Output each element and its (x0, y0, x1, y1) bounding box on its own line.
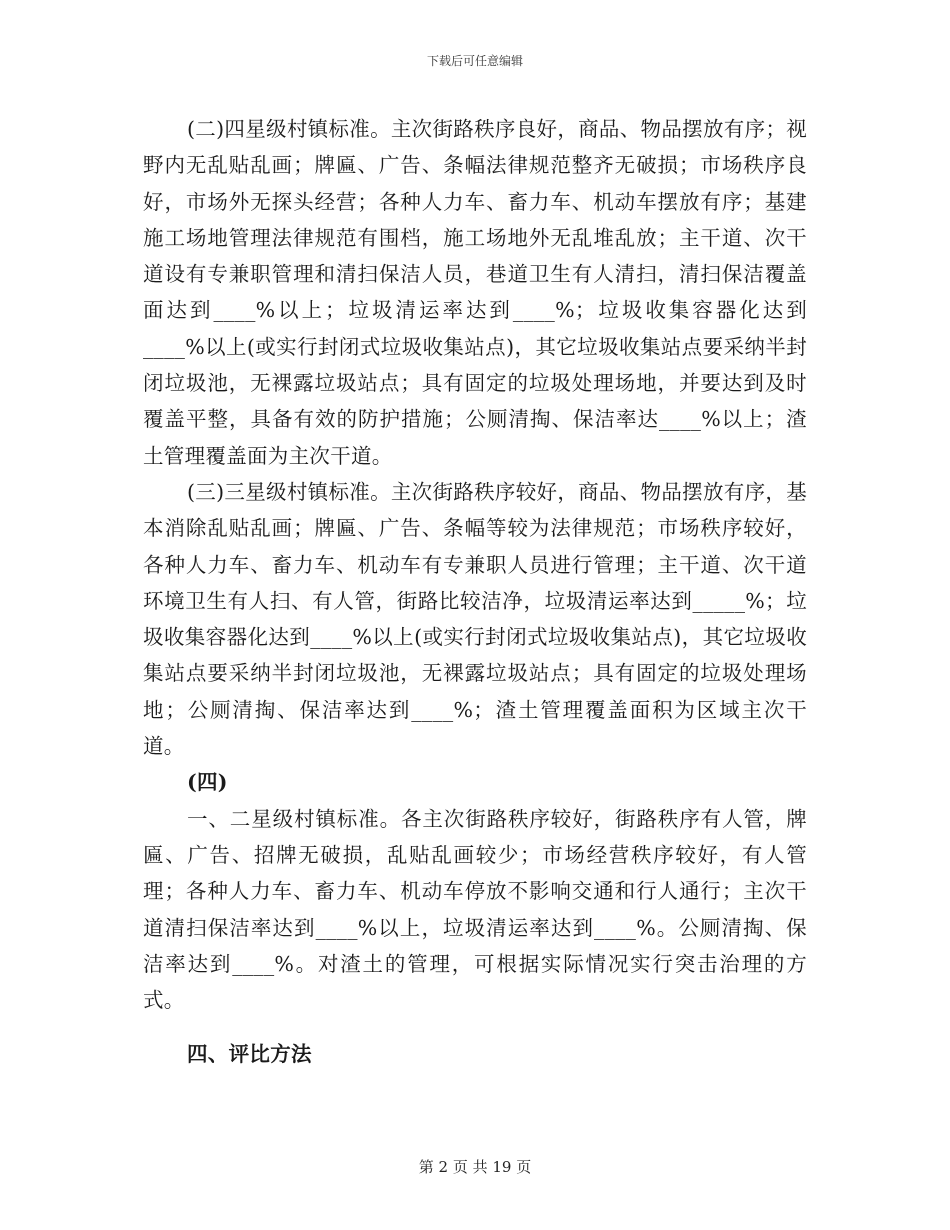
page-footer: 第 2 页 共 19 页 (418, 1158, 532, 1176)
document-body (143, 111, 807, 1093)
page-header: 下载后可任意编辑 (426, 54, 523, 68)
paragraph-one-two-star: 一、二星级村镇标准。各主次街路秩序较好，街路秩序有人管，牌匾、广告、招牌无破损，乱贴乱画较少；市场经营秩序较好，有人管理；各种人力车、畜力车、机动车停放不影响交通和行人通行；主次干道清扫保洁率达到____%以上，垃圾清运率达到____%。公厕清掏、保洁率达到____%。对渣土的管理，可根据实际情况实行突击治理的方式。 (143, 806, 807, 1013)
paragraph-four-star: (二)四星级村镇标准。主次街路秩序良好，商品、物品摆放有序；视野内无乱贴乱画；牌匾、广告、条幅法律规范整齐无破损；市场秩序良好，市场外无探头经营；各种人力车、畜力车、机动车摆放有序；基建施工场地管理法律规范有围档，施工场地外无乱堆乱放；主干道、次干道设有专兼职管理和清扫保洁人员，巷道卫生有人清扫，清扫保洁覆盖面达到____%以上；垃圾清运率达到____%；垃圾收集容器化达到____%以上(或实行封闭式垃圾收集站点)，其它垃圾收集站点要采纳半封闭垃圾池，无裸露垃圾站点；具有固定的垃圾处理场地，并要达到及时覆盖平整，具备有效的防护措施；公厕清掏、保洁率达____%以上；渣土管理覆盖面为主次干道。 (143, 117, 807, 468)
section-heading-evaluation: 四、评比方法 (187, 1042, 312, 1067)
paragraph-three-star: (三)三星级村镇标准。主次街路秩序较好，商品、物品摆放有序，基本消除乱贴乱画；牌匾、广告、条幅等较为法律规范；市场秩序较好，各种人力车、畜力车、机动车有专兼职人员进行管理；主干道、次干道环境卫生有人扫、有人管，街路比较洁净，垃圾清运率达到_____%；垃圾收集容器化达到____%以上(或实行封闭式垃圾收集站点)，其它垃圾收集站点要采纳半封闭垃圾池，无裸露垃圾站点；具有固定的垃圾处理场地；公厕清掏、保洁率达到____%；渣土管理覆盖面积为区域主次干道。 (143, 479, 807, 759)
paragraph-four-marker: (四) (187, 770, 228, 795)
